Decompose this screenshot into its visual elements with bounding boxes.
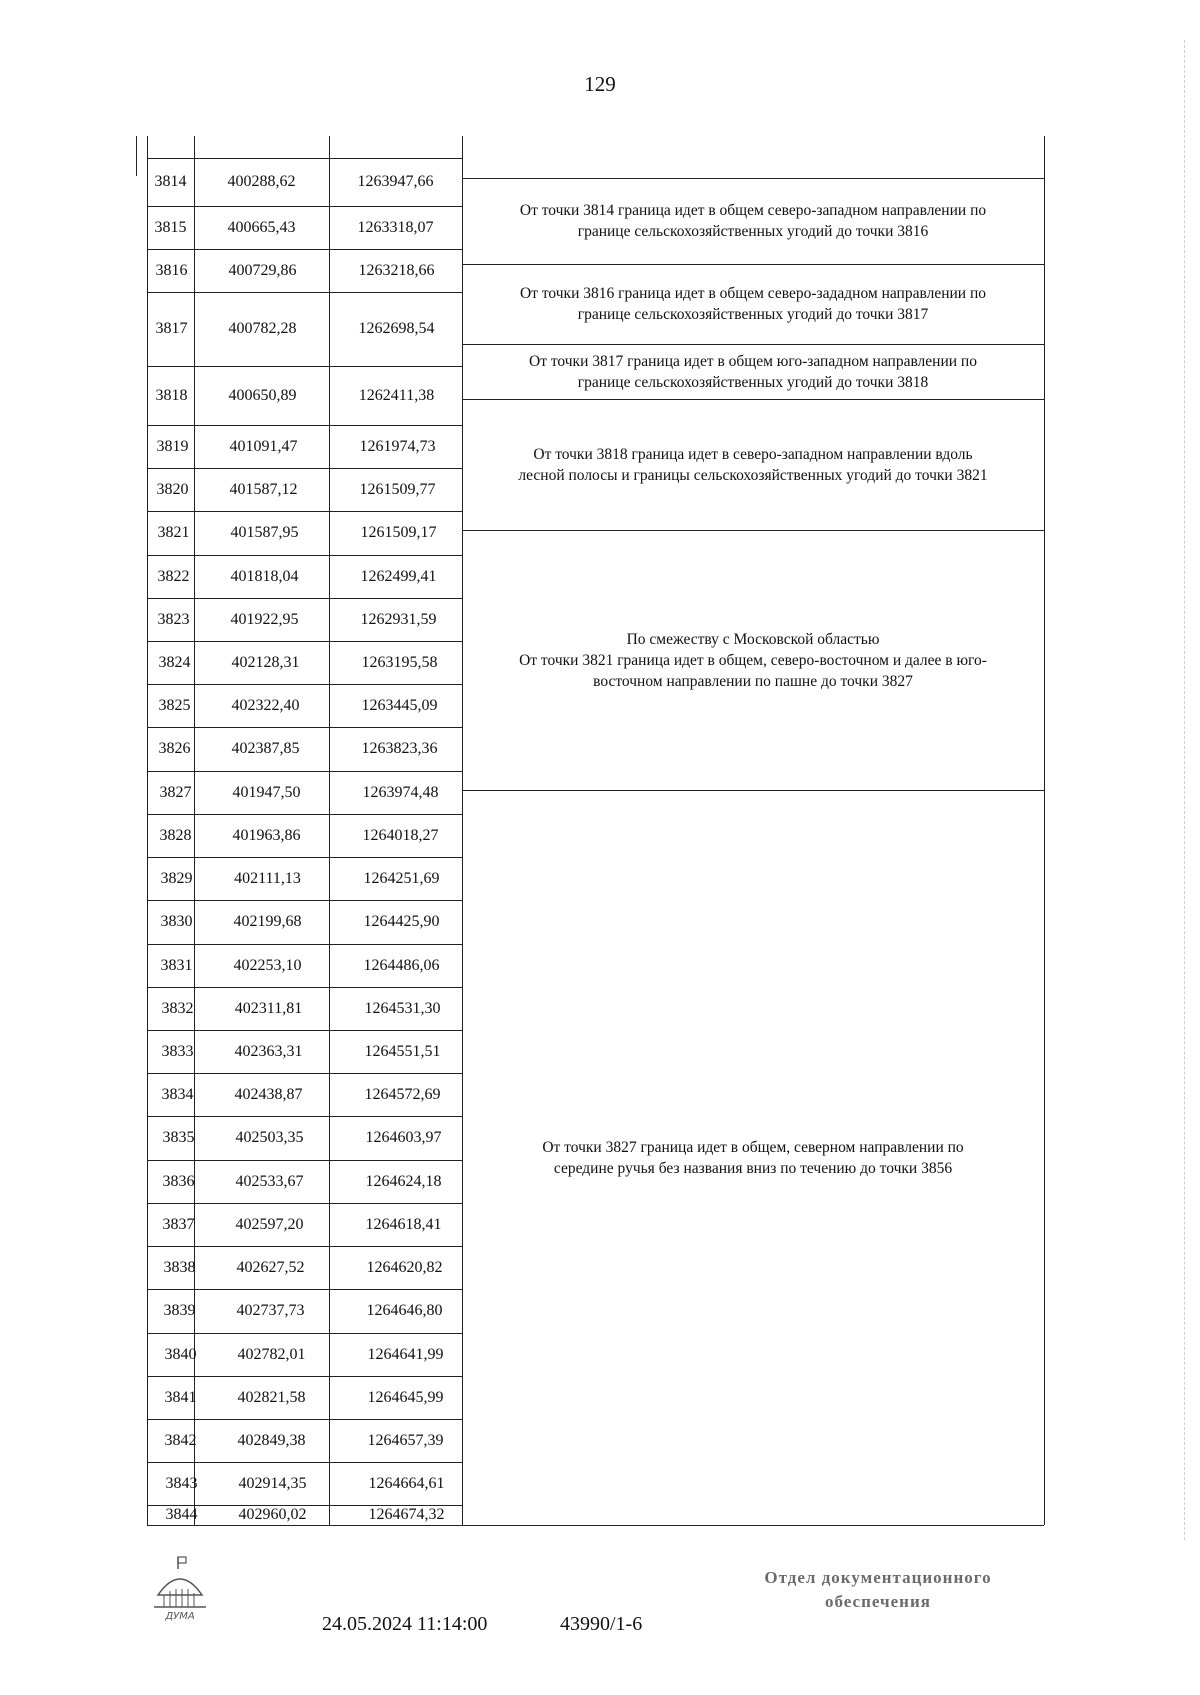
- y-coordinate-cell: 1263823,36: [361, 740, 438, 757]
- y-coordinate-cell: 1262931,59: [360, 610, 437, 628]
- x-coordinate-cell: 402322,40: [231, 696, 300, 714]
- x-coordinate-cell: 400729,86: [228, 261, 297, 279]
- row-line: [147, 987, 462, 988]
- y-coordinate-cell: 1264620,82: [366, 1258, 443, 1276]
- y-coordinate-cell: 1263218,66: [358, 261, 435, 279]
- row-line: [147, 511, 462, 512]
- boundary-description: [468, 444, 1038, 486]
- description-separator: [462, 530, 1044, 531]
- point-number-cell: 3833: [161, 1042, 194, 1060]
- x-coordinate-cell: 402503,35: [235, 1129, 304, 1146]
- x-coordinate-cell: 402737,73: [236, 1302, 305, 1319]
- y-coordinate-cell: 1262499,41: [360, 567, 437, 585]
- x-coordinate-cell: 402914,35: [238, 1474, 307, 1492]
- point-number-cell: 3842: [164, 1431, 197, 1449]
- row-line: [147, 425, 462, 426]
- x-coordinate-cell: 402849,38: [237, 1431, 306, 1449]
- y-coordinate-cell: 1264664,61: [368, 1474, 445, 1492]
- point-number-cell: 3834: [161, 1085, 194, 1103]
- description-line: От точки 3827 граница идет в общем, северном направлении по: [542, 1138, 964, 1156]
- point-number-cell: 3830: [160, 913, 193, 930]
- column-line: [147, 136, 148, 1525]
- y-coordinate-cell: 1262411,38: [358, 386, 435, 404]
- point-number-cell: 3840: [164, 1345, 197, 1363]
- description-line: От точки 3821 граница идет в общем, северо-восточном и далее в юго-: [519, 651, 987, 669]
- x-coordinate-cell: 402199,68: [233, 913, 302, 930]
- point-number-cell: 3841: [164, 1388, 197, 1406]
- y-coordinate-cell: 1264624,18: [365, 1172, 442, 1190]
- description-line: От точки 3814 граница идет в общем северо-западном направлении по: [519, 202, 987, 219]
- y-coordinate-cell: 1264551,51: [364, 1042, 441, 1060]
- y-coordinate-cell: 1264531,30: [364, 999, 441, 1017]
- boundary-description: [468, 283, 1038, 325]
- point-number-cell: 3828: [159, 826, 192, 844]
- x-coordinate-cell: 402821,58: [237, 1388, 306, 1406]
- description-line: границе сельскохозяйственных угодий до точки 3817: [577, 306, 929, 323]
- point-number-cell: 3820: [156, 480, 189, 498]
- description-line: границе сельскохозяйственных угодий до точки 3818: [577, 373, 929, 391]
- page-number: 129: [584, 72, 616, 96]
- description-line: От точки 3816 граница идет в общем северо-зададном направлении по: [519, 285, 987, 302]
- row-line: [147, 1116, 462, 1117]
- y-coordinate-cell: 1261509,17: [360, 524, 437, 541]
- row-line: [147, 1160, 462, 1161]
- point-number-cell: 3827: [159, 783, 192, 801]
- y-coordinate-cell: 1264251,69: [363, 869, 440, 887]
- footer-datetime: 24.05.2024 11:14:00: [322, 1613, 488, 1635]
- description-line: лесной полосы и границы сельскохозяйственных угодий до точки 3821: [518, 466, 988, 484]
- point-number-cell: 3844: [165, 1506, 198, 1523]
- y-coordinate-cell: 1264572,69: [364, 1085, 441, 1103]
- description-separator: [462, 399, 1044, 400]
- description-separator: [462, 790, 1044, 791]
- point-number-cell: 3836: [162, 1172, 195, 1190]
- row-line: [147, 468, 462, 469]
- stamp-line-1: Отдел документационного: [764, 1568, 992, 1587]
- x-coordinate-cell: 401963,86: [232, 826, 301, 844]
- row-line: [147, 641, 462, 642]
- point-number-cell: 3829: [160, 869, 193, 887]
- point-number-cell: 3837: [162, 1215, 195, 1233]
- point-number-cell: 3823: [157, 610, 190, 628]
- description-separator: [462, 1525, 1044, 1526]
- x-coordinate-cell: 401947,50: [232, 783, 301, 801]
- point-number-cell: 3826: [158, 740, 191, 757]
- column-line: [136, 136, 137, 176]
- x-coordinate-cell: 401587,12: [229, 480, 298, 498]
- x-coordinate-cell: 401818,04: [230, 567, 299, 585]
- row-line: [147, 555, 462, 556]
- boundary-description: [468, 1137, 1038, 1179]
- row-line: [147, 900, 462, 901]
- point-number-cell: 3818: [155, 386, 188, 404]
- x-coordinate-cell: 400650,89: [228, 386, 297, 404]
- x-coordinate-cell: 402363,31: [234, 1042, 303, 1060]
- x-coordinate-cell: 401091,47: [229, 437, 298, 455]
- row-line: [147, 1376, 462, 1377]
- x-coordinate-cell: 402311,81: [234, 999, 303, 1017]
- description-line: середине ручья без названия вниз по течению до точки 3856: [553, 1159, 953, 1177]
- description-line: восточном направлении по пашне до точки 3827: [593, 672, 913, 690]
- row-line: [147, 1525, 462, 1526]
- description-line: От точки 3817 граница идет в общем юго-западном направлении по: [529, 352, 977, 370]
- x-coordinate-cell: 402533,67: [235, 1172, 304, 1190]
- description-separator: [462, 344, 1044, 345]
- point-number-cell: 3817: [155, 320, 188, 337]
- description-separator: [462, 178, 1044, 179]
- point-number-cell: 3824: [158, 653, 191, 671]
- logo-text: ДУМА: [165, 1611, 195, 1622]
- y-coordinate-cell: 1263974,48: [362, 783, 439, 801]
- y-coordinate-cell: 1264618,41: [365, 1215, 442, 1233]
- x-coordinate-cell: 402960,02: [238, 1506, 307, 1523]
- x-coordinate-cell: 402597,20: [235, 1215, 304, 1233]
- x-coordinate-cell: 401922,95: [230, 610, 299, 628]
- x-coordinate-cell: 402253,10: [233, 956, 302, 974]
- row-line: [147, 1073, 462, 1074]
- y-coordinate-cell: 1263318,07: [357, 218, 434, 236]
- x-coordinate-cell: 400288,62: [227, 173, 296, 190]
- point-number-cell: 3832: [161, 999, 194, 1017]
- y-coordinate-cell: 1264603,97: [365, 1129, 442, 1146]
- y-coordinate-cell: 1264486,06: [363, 956, 440, 974]
- x-coordinate-cell: 402438,87: [234, 1085, 303, 1103]
- y-coordinate-cell: 1264657,39: [367, 1431, 444, 1449]
- y-coordinate-cell: 1261974,73: [359, 437, 436, 455]
- point-number-cell: 3815: [154, 218, 187, 236]
- x-coordinate-cell: 401587,95: [230, 524, 299, 541]
- x-coordinate-cell: 402782,01: [237, 1345, 306, 1363]
- row-line: [147, 1462, 462, 1463]
- row-line: [147, 1030, 462, 1031]
- y-coordinate-cell: 1263445,09: [361, 696, 438, 714]
- description-line: границе сельскохозяйственных угодий до точки 3816: [577, 223, 929, 240]
- description-separator: [462, 264, 1044, 265]
- row-line: [147, 814, 462, 815]
- point-number-cell: 3831: [160, 956, 193, 974]
- y-coordinate-cell: 1264018,27: [362, 826, 439, 844]
- point-number-cell: 3835: [162, 1129, 195, 1146]
- point-number-cell: 3843: [165, 1474, 198, 1492]
- boundary-description: [468, 351, 1038, 393]
- row-line: [147, 158, 462, 159]
- x-coordinate-cell: 400782,28: [228, 320, 297, 337]
- y-coordinate-cell: 1264645,99: [367, 1388, 444, 1406]
- x-coordinate-cell: 402111,13: [234, 869, 301, 887]
- point-number-cell: 3816: [155, 261, 188, 279]
- department-stamp: [733, 1566, 1023, 1614]
- x-coordinate-cell: 402627,52: [236, 1258, 305, 1276]
- scan-edge-line: [1184, 40, 1186, 1540]
- row-line: [147, 206, 462, 207]
- point-number-cell: 3822: [157, 567, 190, 585]
- x-coordinate-cell: 400665,43: [227, 218, 296, 236]
- row-line: [147, 727, 462, 728]
- footer-doc-code: 43990/1-6: [560, 1613, 643, 1635]
- duma-logo: [150, 1555, 210, 1623]
- y-coordinate-cell: 1264641,99: [367, 1345, 444, 1363]
- point-number-cell: 3814: [154, 173, 187, 190]
- y-coordinate-cell: 1263947,66: [357, 173, 434, 190]
- point-number-cell: 3838: [163, 1258, 196, 1276]
- description-line: От точки 3818 граница идет в северо-западном направлении вдоль: [533, 445, 973, 463]
- column-line: [1044, 136, 1045, 1525]
- row-line: [147, 292, 462, 293]
- row-line: [147, 771, 462, 772]
- row-line: [147, 1203, 462, 1204]
- stamp-line-2: обеспечения: [825, 1592, 931, 1611]
- row-line: [147, 857, 462, 858]
- row-line: [147, 1333, 462, 1334]
- x-coordinate-cell: 402387,85: [231, 740, 300, 757]
- x-coordinate-cell: 402128,31: [231, 653, 300, 671]
- point-number-cell: 3821: [157, 524, 190, 541]
- row-line: [147, 944, 462, 945]
- row-line: [147, 1246, 462, 1247]
- point-number-cell: 3819: [156, 437, 189, 455]
- y-coordinate-cell: 1264674,32: [368, 1506, 445, 1523]
- y-coordinate-cell: 1261509,77: [359, 480, 436, 498]
- point-number-cell: 3825: [158, 696, 191, 714]
- row-line: [147, 684, 462, 685]
- boundary-description: [468, 200, 1038, 242]
- y-coordinate-cell: 1264425,90: [363, 913, 440, 930]
- y-coordinate-cell: 1262698,54: [358, 320, 435, 337]
- description-line: По смежеству с Московской областью: [626, 630, 880, 648]
- row-line: [147, 598, 462, 599]
- boundary-description: [468, 629, 1038, 692]
- row-line: [147, 1419, 462, 1420]
- row-line: [147, 1289, 462, 1290]
- y-coordinate-cell: 1263195,58: [361, 653, 438, 671]
- point-number-cell: 3839: [163, 1302, 196, 1319]
- row-line: [147, 366, 462, 367]
- row-line: [147, 249, 462, 250]
- y-coordinate-cell: 1264646,80: [366, 1302, 443, 1319]
